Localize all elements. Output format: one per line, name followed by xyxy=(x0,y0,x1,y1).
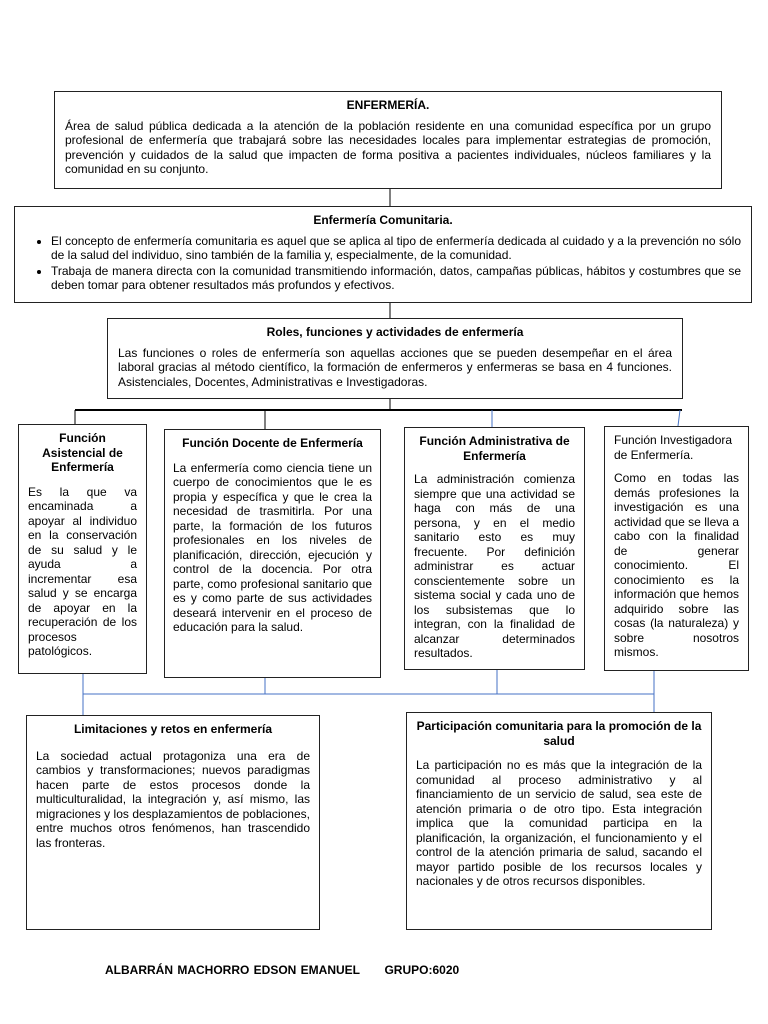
participacion-title: Participación comunitaria para la promoción de la salud xyxy=(416,719,702,748)
comunitaria-bullet: • Trabaja de manera directa con la comunidad transmitiendo información, datos, campañas públicas, hábitos y costumbres que se deben tomar para obtener resultados más profundos y efectivos. xyxy=(51,264,741,293)
docente-text: La enfermería como ciencia tiene un cuerpo de conocimientos que le es propia y específica y que le crea la necesidad de trasmitirla. Por una parte, la formación de los futuros profesionales en los niveles de planificación, dirección, ejecución y control de la docencia. Por otra parte, como profesional sanitario que es y como parte de sus actividades deseará intervenir en el proceso de educación para la salud. xyxy=(173,460,372,634)
footer xyxy=(105,963,459,977)
enfermeria-box xyxy=(54,91,722,189)
roles-box xyxy=(107,318,683,399)
enfermeria-title: ENFERMERÍA. xyxy=(346,98,430,112)
asistencial-text: Es la que va encaminada a apoyar al individuo en la conservación de su salud y le ayuda a incrementar esa salud y se encarga de apoyar en la recuperación de los procesos patológicos. xyxy=(28,484,137,658)
footer-author: ALBARRÁN MACHORRO EDSON EMANUEL xyxy=(105,963,360,977)
administrativa-title: Función Administrativa de Enfermería xyxy=(419,434,570,463)
roles-text: Las funciones o roles de enfermería son aquellas acciones que se pueden desempeñar en el área laboral gracias al método científico, la formación de enfermeros y enfermeras se basa en 4 funciones. Asistenciales, Docentes, Administrativas e Investigadoras. xyxy=(118,345,672,389)
comunitaria-title: Enfermería Comunitaria. xyxy=(313,213,453,227)
comunitaria-bullet: • El concepto de enfermería comunitaria es aquel que se aplica al tipo de enfermería dedicada al cuidado y a la prevención no sólo de la salud del individuo, sino también de la familia y, especialmente, de la comunidad. xyxy=(51,234,741,263)
administrativa-box xyxy=(404,427,585,670)
investigadora-title: Función Investigadora de Enfermería. xyxy=(614,433,733,462)
administrativa-text: La administración comienza siempre que una actividad se haga con más de una persona, y en el medio sanitario esto es muy frecuente. Por definición administrar es actuar conscientemente sobre un sistema social y cada uno de los subsistemas que lo integran, con la finalidad de alcanzar determinados resultados. xyxy=(414,472,575,660)
limitaciones-box xyxy=(26,715,320,930)
comunitaria-box xyxy=(14,206,752,303)
limitaciones-title: Limitaciones y retos en enfermería xyxy=(73,722,273,736)
docente-box xyxy=(164,429,381,678)
investigadora-text: Como en todas las demás profesiones la investigación es una actividad que se lleva a cabo con la finalidad de generar conocimiento. El conocimiento es la información que hemos adquirido sobre las cosas (la naturaleza) y sobre nosotros mismos. xyxy=(614,471,739,659)
docente-title: Función Docente de Enfermería xyxy=(182,436,363,450)
footer-group: GRUPO:6020 xyxy=(384,963,460,977)
connector-drop-investigadora xyxy=(678,410,680,426)
asistencial-box xyxy=(18,424,147,674)
investigadora-box xyxy=(604,426,749,671)
enfermeria-text: Área de salud pública dedicada a la atención de la población residente en una comunidad específica por un grupo profesional de enfermería que trabajará sobre las necesidades locales para implementar estrategias de promoción, prevención y cuidados de la salud que impacten de forma positiva a pacientes individuales, núcleos familiares y la comunidad en su conjunto. xyxy=(65,118,711,176)
participacion-text: La participación no es más que la integración de la comunidad al proceso administrativo y al financiamiento de un servicio de salud, sea este de atención primaria o de otro tipo. Esta integración implica que la comunidad participa en la planificación, la organización, el funcionamiento y el control de la atención primaria de salud, sacando el mayor partido posible de los recursos locales y nacionales y de otros recursos disponibles. xyxy=(416,758,702,888)
asistencial-title: Función Asistencial de Enfermería xyxy=(42,431,123,474)
comunitaria-bullet-list xyxy=(25,234,741,293)
participacion-box xyxy=(406,712,712,930)
roles-title: Roles, funciones y actividades de enfermería xyxy=(266,325,524,339)
limitaciones-text: La sociedad actual protagoniza una era de cambios y transformaciones; nuevos paradigmas hacen parte de estos procesos donde la multiculturalidad, la integración y, así mismo, las migraciones y los desplazamientos de poblaciones, entre muchos otros fenómenos, han trascendido las fronteras. xyxy=(36,748,310,850)
